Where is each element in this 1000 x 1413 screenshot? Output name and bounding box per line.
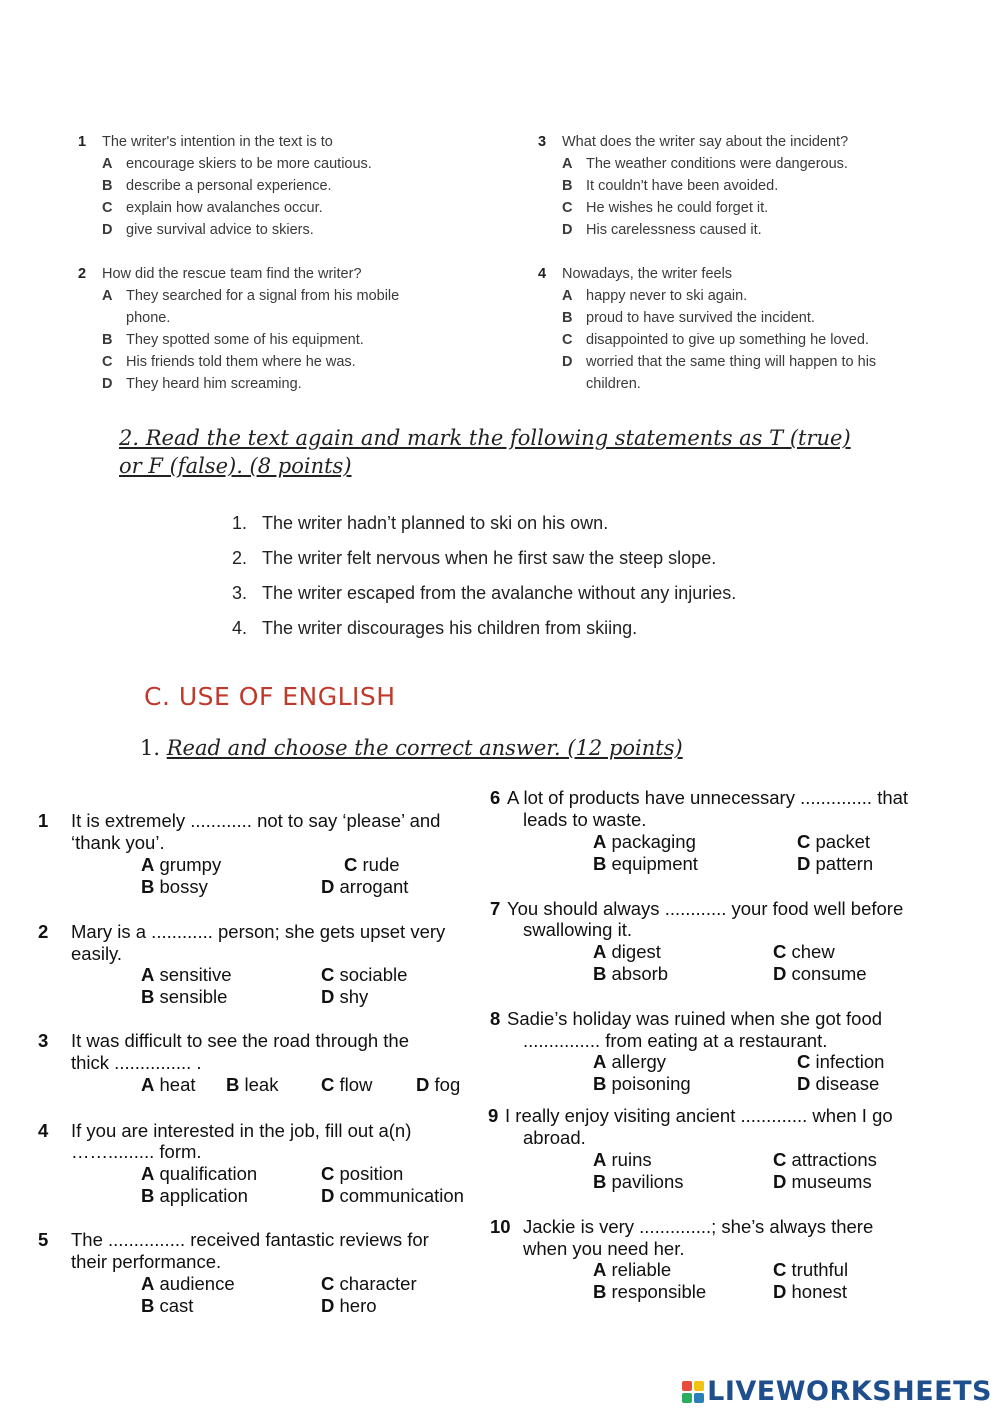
option-d[interactable]: D hero [321, 1295, 377, 1316]
option-c[interactable]: C rude [344, 854, 400, 875]
option-d[interactable]: D pattern [797, 853, 874, 874]
option-c[interactable]: C flow [321, 1074, 373, 1095]
option-c[interactable]: C packet [797, 831, 871, 852]
option-c[interactable]: C character [321, 1273, 417, 1294]
liveworksheets-logo[interactable] [682, 1376, 992, 1407]
option-a[interactable]: A ruins [593, 1149, 652, 1170]
option-d[interactable]: D disease [797, 1073, 880, 1094]
option-b[interactable]: B It couldn't have been avoided. [562, 178, 779, 194]
statement-1[interactable]: 1. The writer hadn’t planned to ski on his own. [232, 513, 609, 533]
option-b[interactable]: B describe a personal experience. [102, 178, 332, 194]
option-c[interactable]: C infection [797, 1051, 885, 1072]
option-c[interactable]: C explain how avalanches occur. [102, 200, 323, 216]
option-a[interactable]: A audience [141, 1273, 235, 1294]
option-b[interactable]: B application [141, 1185, 248, 1206]
liveworksheets-logo-icon [682, 1381, 704, 1403]
option-d[interactable]: D honest [773, 1281, 848, 1302]
option-d[interactable]: D worried that the same thing will happen to his [562, 354, 877, 370]
option-a[interactable]: A happy never to ski again. [562, 288, 748, 304]
option-c[interactable]: C truthful [773, 1259, 849, 1280]
option-d[interactable]: D communication [321, 1185, 464, 1206]
option-d[interactable]: D fog [416, 1074, 461, 1095]
option-a[interactable]: A They searched for a signal from his mobile [102, 288, 400, 304]
option-c[interactable]: C sociable [321, 964, 408, 985]
reading-question-1: 1 The writer's intention in the text is to A encourage skiers to be more cautious. B describe a personal experience. C explain how avalanches occur. D give survival advice to skiers. [78, 131, 498, 241]
option-b[interactable]: B bossy [141, 876, 208, 897]
option-d[interactable]: D They heard him screaming. [102, 376, 302, 392]
option-d[interactable]: D arrogant [321, 876, 409, 897]
option-a[interactable]: A packaging [593, 831, 696, 852]
option-b[interactable]: B poisoning [593, 1073, 691, 1094]
option-d[interactable]: D shy [321, 986, 369, 1007]
option-c[interactable]: C attractions [773, 1149, 877, 1170]
option-a[interactable]: A reliable [593, 1259, 672, 1280]
use-of-english-instruction: 1. Read and choose the correct answer. (12 points) [140, 736, 683, 760]
option-a[interactable]: A grumpy [141, 854, 222, 875]
question-stem: Nowadays, the writer feels [562, 266, 733, 282]
option-d[interactable]: D give survival advice to skiers. [102, 222, 314, 238]
option-b[interactable]: B proud to have survived the incident. [562, 310, 815, 326]
option-a[interactable]: A digest [593, 941, 661, 962]
question-stem: What does the writer say about the incident? [562, 134, 849, 150]
option-a[interactable]: A heat [141, 1074, 196, 1095]
option-b[interactable]: B sensible [141, 986, 228, 1007]
option-d[interactable]: D His carelessness caused it. [562, 222, 762, 238]
statement-3[interactable]: 3. The writer escaped from the avalanche without any injuries. [232, 583, 737, 603]
option-c[interactable]: C disappointed to give up something he loved. [562, 332, 869, 348]
section-c-title: C. USE OF ENGLISH [144, 682, 396, 711]
option-a[interactable]: A allergy [593, 1051, 667, 1072]
option-b[interactable]: B equipment [593, 853, 698, 874]
option-c[interactable]: C position [321, 1163, 404, 1184]
reading-question-2: 2 How did the rescue team find the writer? A They searched for a signal from his mobile phone. B They spotted some of his equipment. C His friends told them where he was. D They heard him screaming. [78, 263, 498, 395]
option-a-continued: phone. [126, 310, 171, 326]
option-d[interactable]: D museums [773, 1171, 872, 1192]
question-stem: How did the rescue team find the writer? [102, 266, 362, 282]
section-2-header: 2. Read the text again and mark the following statements as T (true) or F (false). (8 points) [119, 426, 851, 478]
option-b[interactable]: B cast [141, 1295, 194, 1316]
option-a[interactable]: A qualification [141, 1163, 258, 1184]
statement-4[interactable]: 4. The writer discourages his children from skiing. [232, 618, 638, 638]
reading-question-4: 4 Nowadays, the writer feels A happy never to ski again. B proud to have survived the incident. C disappointed to give up something he loved. D worried that the same thing will happen to his children. [538, 263, 978, 395]
option-b[interactable]: B responsible [593, 1281, 707, 1302]
option-a[interactable]: A The weather conditions were dangerous. [562, 156, 848, 172]
option-b[interactable]: B leak [226, 1074, 279, 1095]
option-c[interactable]: C His friends told them where he was. [102, 354, 356, 370]
option-b[interactable]: B They spotted some of his equipment. [102, 332, 364, 348]
option-c[interactable]: C chew [773, 941, 835, 962]
option-b[interactable]: B absorb [593, 963, 669, 984]
option-a[interactable]: A encourage skiers to be more cautious. [102, 156, 372, 172]
option-a[interactable]: A sensitive [141, 964, 232, 985]
question-stem: The writer's intention in the text is to [102, 134, 333, 150]
option-b[interactable]: B pavilions [593, 1171, 684, 1192]
option-d[interactable]: D consume [773, 963, 867, 984]
option-d-continued: children. [586, 376, 641, 392]
true-false-list [232, 506, 932, 646]
reading-question-3: 3 What does the writer say about the incident? A The weather conditions were dangerous. B It couldn't have been avoided. C He wishes he could forget it. D His carelessness caused it. [538, 131, 978, 241]
statement-2[interactable]: 2. The writer felt nervous when he first saw the steep slope. [232, 548, 717, 568]
option-c[interactable]: C He wishes he could forget it. [562, 200, 769, 216]
liveworksheets-logo-text: LIVEWORKSHEETS [707, 1376, 992, 1407]
